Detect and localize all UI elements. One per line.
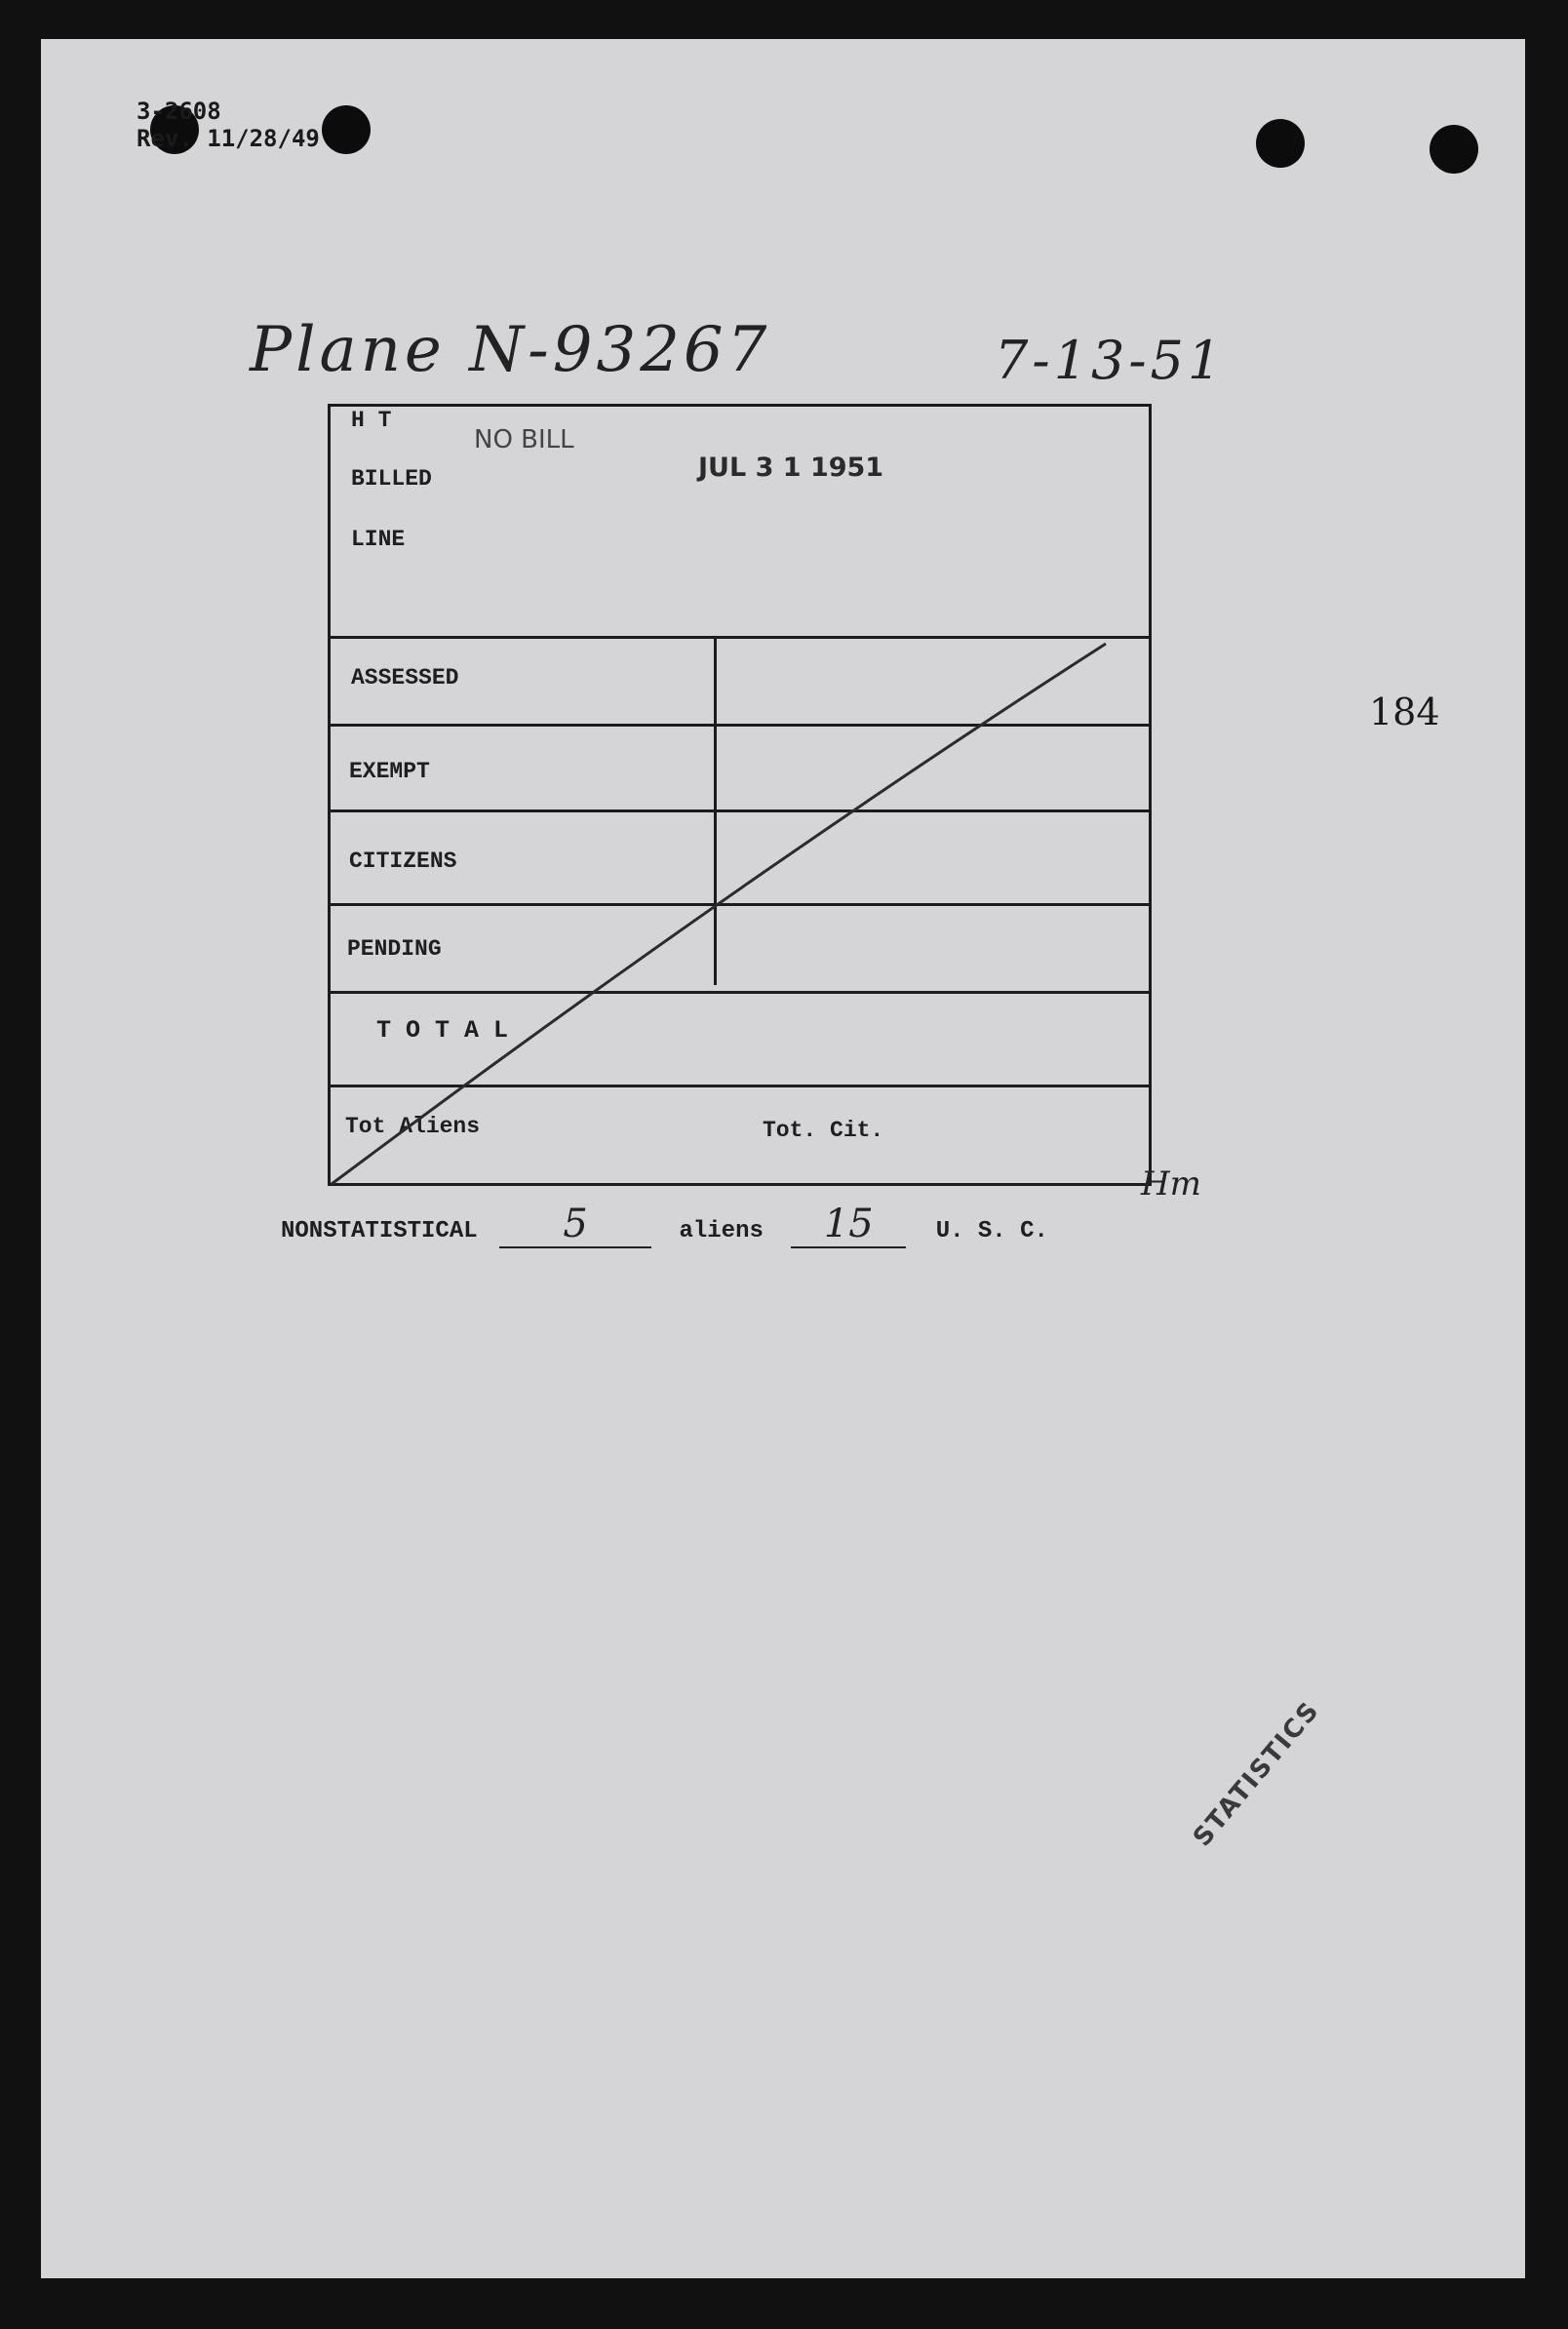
total-label: T O T A L	[376, 1016, 509, 1045]
aliens-label: aliens	[679, 1218, 764, 1244]
no-bill-stamp: NO BILL	[474, 425, 574, 454]
billed-label: BILLED	[351, 466, 432, 492]
handwritten-date: 7-13-51	[995, 330, 1226, 391]
nonstatistical-label: NONSTATISTICAL	[281, 1218, 478, 1244]
flight-number: Plane N-93267	[250, 314, 771, 386]
initials: Hm	[1141, 1164, 1201, 1204]
page-number: 184	[1369, 691, 1440, 733]
aliens-count: 5	[499, 1202, 651, 1248]
form-code: 3-2608	[137, 98, 221, 125]
statistics-stamp: STATISTICS	[1188, 1695, 1326, 1853]
usc-count: 15	[791, 1202, 906, 1248]
nonstatistical-line	[281, 1202, 1048, 1248]
assessed-label: ASSESSED	[351, 665, 459, 691]
citizens-label: CITIZENS	[349, 849, 457, 874]
pending-label: PENDING	[347, 936, 442, 962]
line-label: LINE	[351, 527, 406, 552]
tot-aliens-label: Tot Aliens	[345, 1114, 481, 1139]
date-received-stamp: JUL 3 1 1951	[698, 453, 884, 483]
usc-label: U. S. C.	[935, 1218, 1048, 1244]
exempt-label: EXEMPT	[349, 759, 430, 784]
tot-cit-label: Tot. Cit.	[763, 1118, 884, 1143]
form-revision: Rev. 11/28/49	[137, 125, 320, 152]
ht-label: H T	[351, 408, 392, 433]
